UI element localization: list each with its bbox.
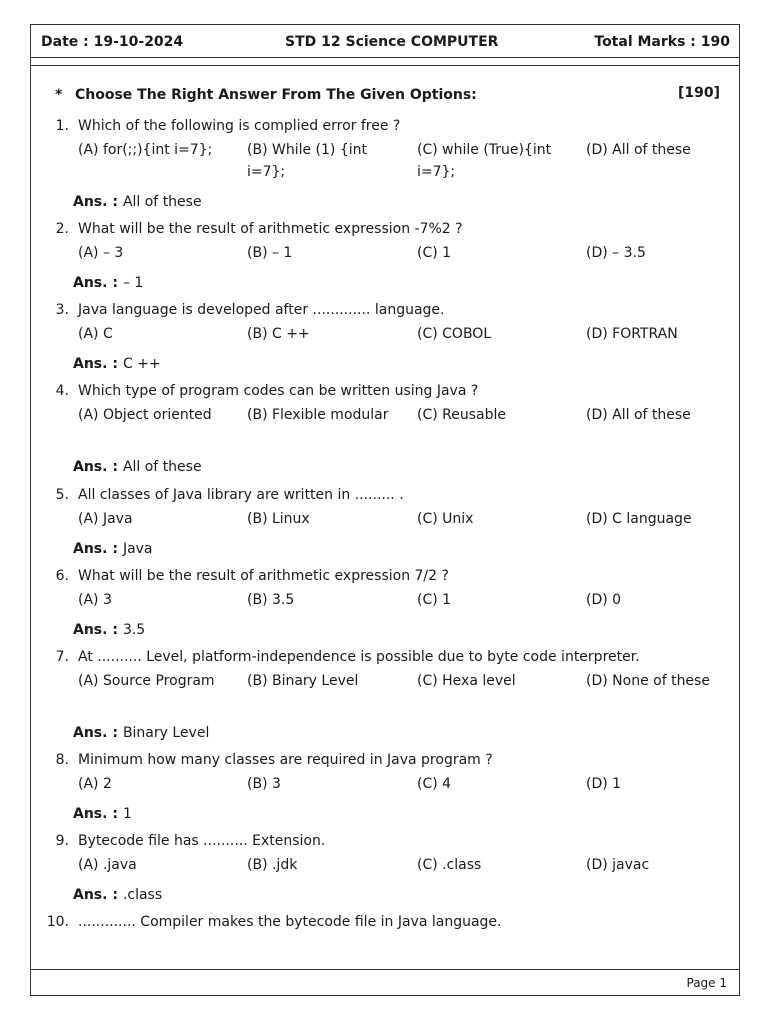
option-b: (B) C ++ — [247, 326, 310, 342]
section-title-text: Choose The Right Answer From The Given Options: — [75, 87, 477, 103]
option-a: (A) C — [78, 326, 113, 342]
exam-paper-frame — [30, 24, 740, 996]
exam-date: Date : 19-10-2024 — [41, 34, 184, 50]
options-row — [78, 139, 758, 187]
section-marks: [190] — [677, 85, 720, 101]
options-row — [78, 589, 758, 637]
question-text: At .......... Level, platform-independence is possible due to byte code interpreter. — [78, 649, 640, 665]
option-a: (A) Java — [78, 511, 133, 527]
option-c: (C) 1 — [417, 592, 452, 608]
option-d: (D) All of these — [586, 407, 691, 423]
answer-text: .class — [122, 887, 163, 903]
option-a: (A) Source Program — [78, 673, 215, 689]
question-text: Java language is developed after ............. language. — [78, 302, 445, 318]
option-b: (B) 3 — [247, 776, 281, 792]
question-number: 1. — [55, 118, 69, 134]
option-b: (B) While (1) {int i=7}; — [247, 142, 367, 180]
option-d: (D) 0 — [586, 592, 622, 608]
option-a: (A) .java — [78, 857, 137, 873]
question-number: 2. — [55, 221, 69, 237]
options-row — [78, 242, 758, 290]
question-number: 4. — [55, 383, 69, 399]
answer-line — [73, 272, 143, 294]
option-b: (B) Flexible modular — [247, 407, 389, 423]
question-number: 9. — [55, 833, 69, 849]
answer-text: Binary Level — [122, 725, 210, 741]
question-number: 6. — [55, 568, 69, 584]
answer-label: Ans. : — [73, 725, 118, 741]
question-number: 5. — [55, 487, 69, 503]
options-row — [78, 404, 758, 452]
option-a: (A) Object oriented — [78, 407, 212, 423]
options-row — [78, 508, 758, 556]
option-d: (D) – 3.5 — [586, 245, 646, 261]
total-marks: Total Marks : 190 — [594, 34, 730, 50]
answer-label: Ans. : — [73, 541, 118, 557]
question-text: What will be the result of arithmetic expression 7/2 ? — [78, 568, 449, 584]
option-a: (A) – 3 — [78, 245, 124, 261]
answer-line — [73, 456, 202, 478]
answer-label: Ans. : — [73, 459, 118, 475]
answer-line — [73, 353, 161, 375]
options-row — [78, 854, 758, 902]
answer-label: Ans. : — [73, 275, 118, 291]
answer-text: All of these — [122, 459, 202, 475]
star-bullet-icon: * — [55, 87, 63, 103]
question-text: Which type of program codes can be written using Java ? — [78, 383, 479, 399]
option-d: (D) 1 — [586, 776, 622, 792]
answer-text: 1 — [122, 806, 132, 822]
answer-label: Ans. : — [73, 622, 118, 638]
answer-line — [73, 191, 202, 213]
answer-line — [73, 538, 153, 560]
option-a: (A) for(;;){int i=7}; — [78, 142, 213, 158]
option-c: (C) .class — [417, 857, 482, 873]
footer-divider — [31, 969, 739, 970]
header-divider — [31, 65, 739, 66]
option-b: (B) .jdk — [247, 857, 298, 873]
option-c: (C) COBOL — [417, 326, 492, 342]
answer-line — [73, 619, 145, 641]
option-b: (B) 3.5 — [247, 592, 295, 608]
options-row — [78, 670, 758, 718]
question-text: All classes of Java library are written in ......... . — [78, 487, 404, 503]
option-a: (A) 3 — [78, 592, 112, 608]
option-c: (C) 4 — [417, 776, 452, 792]
option-c: (C) while (True){int i=7}; — [417, 142, 552, 180]
option-c: (C) Reusable — [417, 407, 506, 423]
option-c: (C) Hexa level — [417, 673, 516, 689]
answer-text: 3.5 — [122, 622, 146, 638]
option-c: (C) 1 — [417, 245, 452, 261]
option-d: (D) javac — [586, 857, 650, 873]
question-text: What will be the result of arithmetic expression -7%2 ? — [78, 221, 463, 237]
option-c: (C) Unix — [417, 511, 474, 527]
question-text: Which of the following is complied error free ? — [78, 118, 401, 134]
answer-label: Ans. : — [73, 806, 118, 822]
option-d: (D) All of these — [586, 142, 691, 158]
answer-label: Ans. : — [73, 887, 118, 903]
question-number: 10. — [46, 914, 69, 930]
option-a: (A) 2 — [78, 776, 112, 792]
exam-title: STD 12 Science COMPUTER — [285, 34, 499, 50]
question-number: 8. — [55, 752, 69, 768]
answer-label: Ans. : — [73, 356, 118, 372]
page-number: Page 1 — [686, 976, 727, 990]
question-number: 3. — [55, 302, 69, 318]
answer-text: – 1 — [122, 275, 144, 291]
answer-text: All of these — [122, 194, 202, 210]
option-b: (B) – 1 — [247, 245, 293, 261]
question-text: Bytecode file has .......... Extension. — [78, 833, 326, 849]
option-d: (D) None of these — [586, 673, 710, 689]
options-row — [78, 773, 758, 821]
option-d: (D) C language — [586, 511, 692, 527]
option-b: (B) Binary Level — [247, 673, 359, 689]
option-b: (B) Linux — [247, 511, 310, 527]
options-row — [78, 323, 758, 371]
answer-line — [73, 803, 132, 825]
answer-label: Ans. : — [73, 194, 118, 210]
answer-line — [73, 884, 162, 906]
answer-text: Java — [122, 541, 153, 557]
question-text: Minimum how many classes are required in Java program ? — [78, 752, 493, 768]
question-text: ............. Compiler makes the bytecode file in Java language. — [78, 914, 502, 930]
question-number: 7. — [55, 649, 69, 665]
answer-text: C ++ — [122, 356, 161, 372]
section-heading — [55, 87, 477, 103]
answer-line — [73, 722, 209, 744]
option-d: (D) FORTRAN — [586, 326, 678, 342]
paper-header — [31, 25, 739, 58]
